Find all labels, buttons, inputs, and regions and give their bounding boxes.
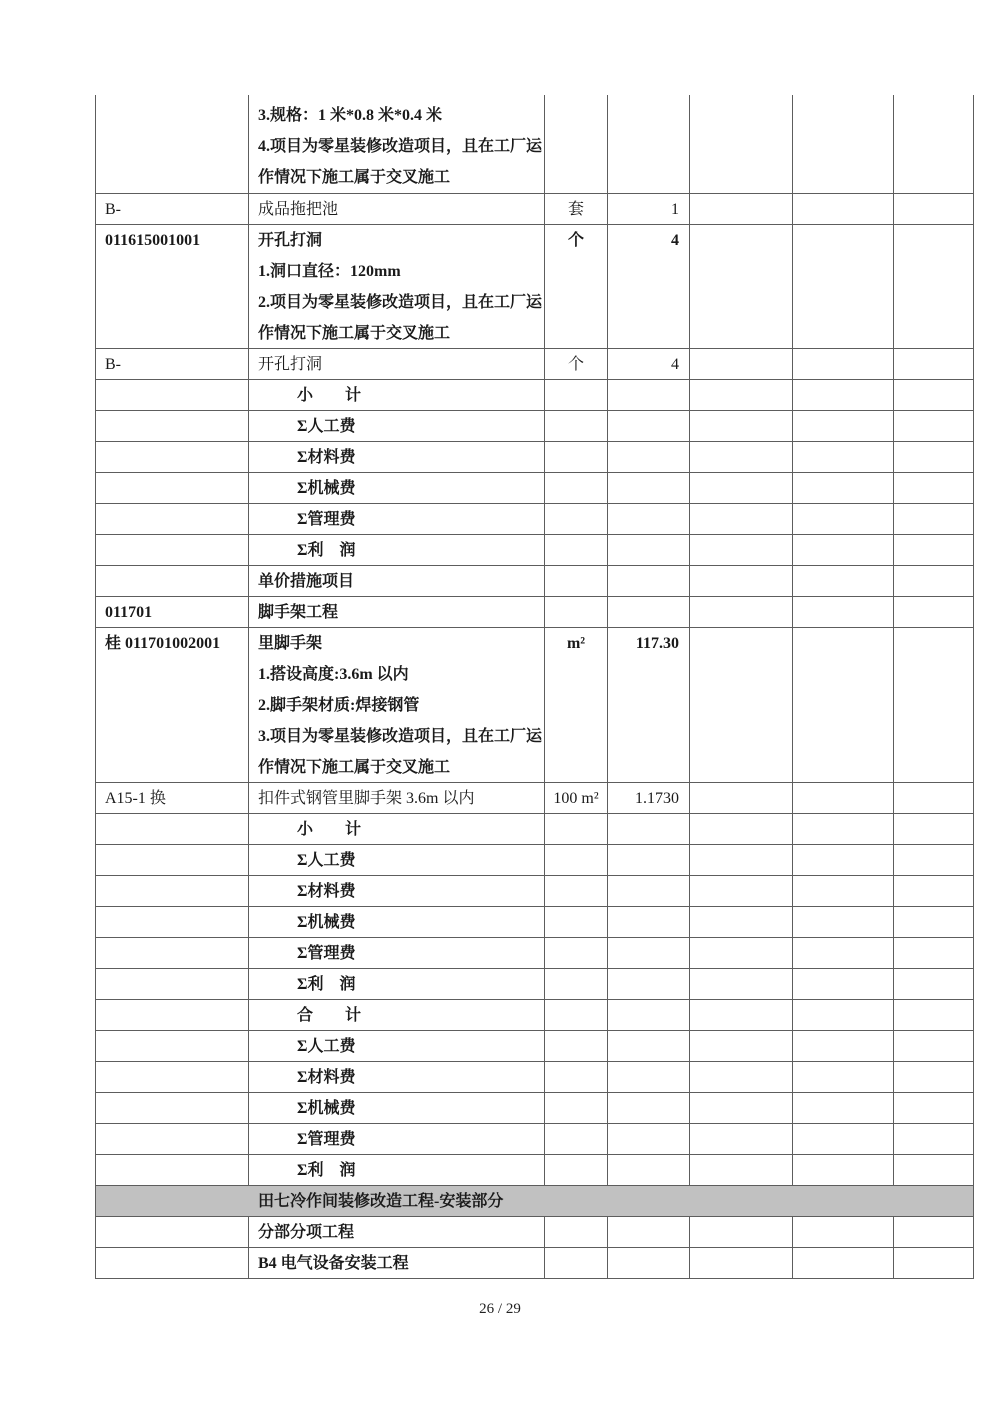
table-row xyxy=(95,442,974,473)
item-description-line: 作情况下施工属于交叉施工 xyxy=(258,325,451,342)
unit-cell: 个 xyxy=(545,349,608,379)
empty-cell-2 xyxy=(793,535,894,565)
quantity-cell xyxy=(608,442,690,472)
code-cell xyxy=(96,1248,249,1278)
unit-cell xyxy=(545,845,608,875)
empty-cell-3 xyxy=(894,845,974,875)
description-cell xyxy=(249,597,545,627)
code-cell xyxy=(96,907,249,937)
quantity-cell xyxy=(608,969,690,999)
unit-cell xyxy=(545,442,608,472)
description-cell xyxy=(249,783,545,813)
code-cell xyxy=(96,380,249,410)
empty-cell-3 xyxy=(894,442,974,472)
empty-cell-3 xyxy=(894,783,974,813)
empty-cell-3 xyxy=(894,380,974,410)
empty-cell-2 xyxy=(793,628,894,782)
empty-cell-3 xyxy=(894,349,974,379)
empty-cell-2 xyxy=(793,380,894,410)
description-cell xyxy=(249,1062,545,1092)
empty-cell-3 xyxy=(894,597,974,627)
empty-cell-3 xyxy=(894,938,974,968)
empty-cell-1 xyxy=(690,1000,793,1030)
item-name: Σ人工费 xyxy=(297,418,356,435)
unit-cell xyxy=(545,876,608,906)
empty-cell-1 xyxy=(690,380,793,410)
quantity-cell: 4 xyxy=(608,225,690,348)
empty-cell-1 xyxy=(690,225,793,348)
unit-cell xyxy=(545,814,608,844)
table-row xyxy=(95,535,974,566)
item-name: 分部分项工程 xyxy=(258,1224,355,1241)
item-name: Σ机械费 xyxy=(297,914,356,931)
quantity-cell xyxy=(608,876,690,906)
section-header-row xyxy=(95,1186,974,1217)
empty-cell-3 xyxy=(894,1155,974,1185)
table-row xyxy=(95,1248,974,1279)
empty-cell-2 xyxy=(793,1062,894,1092)
description-cell xyxy=(249,907,545,937)
table-row xyxy=(95,95,974,194)
empty-cell-2 xyxy=(793,1217,894,1247)
empty-cell-2 xyxy=(793,1124,894,1154)
empty-cell-1 xyxy=(690,783,793,813)
empty-cell-2 xyxy=(793,845,894,875)
empty-cell-1 xyxy=(690,938,793,968)
table-row xyxy=(95,938,974,969)
table-row xyxy=(95,504,974,535)
description-cell xyxy=(249,1217,545,1247)
item-description-line: 1.搭设高度:3.6m 以内 xyxy=(258,666,409,683)
empty-cell-1 xyxy=(690,1124,793,1154)
item-name: Σ材料费 xyxy=(297,449,356,466)
empty-cell-3 xyxy=(894,225,974,348)
empty-cell-1 xyxy=(690,95,793,193)
unit-cell: 100 m² xyxy=(545,783,608,813)
empty-cell-2 xyxy=(793,1000,894,1030)
item-description-line: 1.洞口直径：120mm xyxy=(258,263,401,280)
code-cell: 桂 011701002001 xyxy=(96,628,249,782)
item-name: 扣件式钢管里脚手架 3.6m 以内 xyxy=(258,790,475,807)
empty-cell-2 xyxy=(793,473,894,503)
cost-table xyxy=(95,95,974,1279)
empty-cell-1 xyxy=(690,845,793,875)
unit-cell xyxy=(545,1031,608,1061)
empty-cell-2 xyxy=(793,504,894,534)
unit-cell xyxy=(545,938,608,968)
description-cell xyxy=(249,1124,545,1154)
empty-cell-3 xyxy=(894,1093,974,1123)
description-cell xyxy=(249,938,545,968)
item-name: Σ机械费 xyxy=(297,480,356,497)
table-row xyxy=(95,845,974,876)
empty-cell-2 xyxy=(793,597,894,627)
quantity-cell xyxy=(608,845,690,875)
table-row xyxy=(95,1124,974,1155)
description-cell xyxy=(249,95,545,193)
item-name: Σ机械费 xyxy=(297,1100,356,1117)
empty-cell-3 xyxy=(894,95,974,193)
code-cell xyxy=(96,1093,249,1123)
empty-cell-3 xyxy=(894,1062,974,1092)
table-row xyxy=(95,380,974,411)
empty-cell-2 xyxy=(793,1031,894,1061)
item-name: Σ利 润 xyxy=(297,1162,356,1179)
empty-cell-1 xyxy=(690,1093,793,1123)
item-name: 脚手架工程 xyxy=(258,604,339,621)
unit-cell xyxy=(545,1124,608,1154)
item-name: Σ材料费 xyxy=(297,883,356,900)
description-cell xyxy=(249,969,545,999)
empty-cell-2 xyxy=(793,814,894,844)
item-name: 小 计 xyxy=(297,821,362,838)
quantity-cell xyxy=(608,380,690,410)
empty-cell-1 xyxy=(690,504,793,534)
table-row xyxy=(95,194,974,225)
table-row xyxy=(95,1155,974,1186)
empty-cell-3 xyxy=(894,473,974,503)
unit-cell xyxy=(545,566,608,596)
empty-cell-3 xyxy=(894,1217,974,1247)
empty-cell-2 xyxy=(793,566,894,596)
empty-cell-1 xyxy=(690,535,793,565)
empty-cell-1 xyxy=(690,907,793,937)
quantity-cell xyxy=(608,535,690,565)
empty-cell-1 xyxy=(690,411,793,441)
table-row xyxy=(95,814,974,845)
code-cell xyxy=(96,969,249,999)
table-row xyxy=(95,1093,974,1124)
empty-cell-1 xyxy=(690,1217,793,1247)
quantity-cell xyxy=(608,95,690,193)
quantity-cell xyxy=(608,1155,690,1185)
item-name: 小 计 xyxy=(297,387,362,404)
empty-cell-3 xyxy=(894,1124,974,1154)
item-name: Σ利 润 xyxy=(297,976,356,993)
unit-cell xyxy=(545,1155,608,1185)
item-name: B4 电气设备安装工程 xyxy=(258,1255,409,1272)
empty-cell-1 xyxy=(690,876,793,906)
code-cell xyxy=(96,411,249,441)
item-name: Σ管理费 xyxy=(297,511,356,528)
unit-cell xyxy=(545,95,608,193)
empty-cell-1 xyxy=(690,1248,793,1278)
empty-cell-3 xyxy=(894,969,974,999)
quantity-cell: 1.1730 xyxy=(608,783,690,813)
item-name: Σ管理费 xyxy=(297,945,356,962)
empty-cell-1 xyxy=(690,1031,793,1061)
empty-cell-1 xyxy=(690,1155,793,1185)
item-name: 单价措施项目 xyxy=(258,573,355,590)
quantity-cell xyxy=(608,597,690,627)
quantity-cell xyxy=(608,411,690,441)
item-name: Σ材料费 xyxy=(297,1069,356,1086)
empty-cell-1 xyxy=(690,442,793,472)
empty-cell-2 xyxy=(793,876,894,906)
quantity-cell: 117.30 xyxy=(608,628,690,782)
code-cell xyxy=(96,876,249,906)
description-cell xyxy=(249,473,545,503)
empty-cell-2 xyxy=(793,442,894,472)
item-name: Σ管理费 xyxy=(297,1131,356,1148)
item-description-line: 作情况下施工属于交叉施工 xyxy=(258,759,451,776)
empty-cell-1 xyxy=(690,628,793,782)
quantity-cell xyxy=(608,1217,690,1247)
code-cell xyxy=(96,1000,249,1030)
quantity-cell xyxy=(608,566,690,596)
table-row xyxy=(95,783,974,814)
item-name: 里脚手架 xyxy=(258,635,323,652)
empty-cell-2 xyxy=(793,1248,894,1278)
item-name: 开孔打洞 xyxy=(258,232,323,249)
table-row xyxy=(95,628,974,783)
empty-cell-3 xyxy=(894,194,974,224)
quantity-cell xyxy=(608,907,690,937)
empty-cell-1 xyxy=(690,194,793,224)
item-name: Σ利 润 xyxy=(297,542,356,559)
item-name: 开孔打洞 xyxy=(258,356,323,373)
empty-cell-2 xyxy=(793,938,894,968)
empty-cell-1 xyxy=(690,349,793,379)
code-cell xyxy=(96,1031,249,1061)
code-cell: B- xyxy=(96,349,249,379)
table-row xyxy=(95,1031,974,1062)
empty-cell-3 xyxy=(894,504,974,534)
unit-cell xyxy=(545,597,608,627)
unit-cell xyxy=(545,1248,608,1278)
empty-cell-2 xyxy=(793,225,894,348)
description-cell xyxy=(249,225,545,348)
quantity-cell xyxy=(608,938,690,968)
description-cell xyxy=(249,566,545,596)
description-cell xyxy=(249,1000,545,1030)
item-description-line: 2.项目为零星装修改造项目，且在工厂运 xyxy=(258,294,543,311)
code-cell xyxy=(96,1124,249,1154)
table-row xyxy=(95,1062,974,1093)
empty-cell-1 xyxy=(690,566,793,596)
empty-cell-2 xyxy=(793,969,894,999)
table-row xyxy=(95,349,974,380)
unit-cell xyxy=(545,535,608,565)
code-cell xyxy=(96,535,249,565)
table-row xyxy=(95,597,974,628)
description-cell xyxy=(249,1093,545,1123)
quantity-cell xyxy=(608,504,690,534)
table-row xyxy=(95,225,974,349)
table-row xyxy=(95,969,974,1000)
code-cell: 011701 xyxy=(96,597,249,627)
empty-cell-1 xyxy=(690,814,793,844)
unit-cell xyxy=(545,1093,608,1123)
item-description-line: 作情况下施工属于交叉施工 xyxy=(258,169,451,186)
unit-cell xyxy=(545,473,608,503)
description-cell xyxy=(249,1031,545,1061)
description-cell xyxy=(249,845,545,875)
empty-cell-2 xyxy=(793,411,894,441)
code-cell xyxy=(96,814,249,844)
table-row xyxy=(95,411,974,442)
quantity-cell xyxy=(608,1248,690,1278)
unit-cell xyxy=(545,907,608,937)
empty-cell-3 xyxy=(894,907,974,937)
quantity-cell: 4 xyxy=(608,349,690,379)
quantity-cell xyxy=(608,1000,690,1030)
code-cell xyxy=(96,504,249,534)
table-row xyxy=(95,907,974,938)
description-cell xyxy=(249,1248,545,1278)
description-cell xyxy=(249,380,545,410)
item-name: 合 计 xyxy=(297,1007,362,1024)
code-cell: A15-1 换 xyxy=(96,783,249,813)
quantity-cell xyxy=(608,1031,690,1061)
code-cell xyxy=(96,1062,249,1092)
empty-cell-1 xyxy=(690,969,793,999)
code-cell xyxy=(96,845,249,875)
unit-cell xyxy=(545,380,608,410)
table-row xyxy=(95,473,974,504)
empty-cell-2 xyxy=(793,1155,894,1185)
description-cell xyxy=(249,194,545,224)
item-name: 成品拖把池 xyxy=(258,201,339,218)
empty-cell-1 xyxy=(690,597,793,627)
page-number: 26 / 29 xyxy=(479,1301,521,1317)
empty-cell-2 xyxy=(793,95,894,193)
item-description-line: 3.项目为零星装修改造项目，且在工厂运 xyxy=(258,728,543,745)
code-cell xyxy=(96,566,249,596)
unit-cell xyxy=(545,1217,608,1247)
empty-cell-3 xyxy=(894,411,974,441)
code-cell: 011615001001 xyxy=(96,225,249,348)
quantity-cell xyxy=(608,814,690,844)
empty-cell-2 xyxy=(793,194,894,224)
description-cell xyxy=(249,504,545,534)
empty-cell-1 xyxy=(690,1062,793,1092)
code-cell xyxy=(96,1155,249,1185)
quantity-cell xyxy=(608,1062,690,1092)
description-cell xyxy=(249,535,545,565)
quantity-cell: 1 xyxy=(608,194,690,224)
code-cell xyxy=(96,938,249,968)
empty-cell-2 xyxy=(793,1093,894,1123)
item-description-line: 2.脚手架材质:焊接钢管 xyxy=(258,697,420,714)
empty-cell-3 xyxy=(894,876,974,906)
quantity-cell xyxy=(608,1093,690,1123)
item-description-line: 3.规格：1 米*0.8 米*0.4 米 xyxy=(258,107,443,124)
code-cell xyxy=(96,1217,249,1247)
description-cell xyxy=(249,442,545,472)
item-description-line: 4.项目为零星装修改造项目，且在工厂运 xyxy=(258,138,543,155)
description-cell xyxy=(249,411,545,441)
description-cell xyxy=(249,628,545,782)
table-row xyxy=(95,1217,974,1248)
empty-cell-3 xyxy=(894,1031,974,1061)
unit-cell: 个 xyxy=(545,225,608,348)
code-cell xyxy=(96,95,249,193)
empty-cell-3 xyxy=(894,535,974,565)
empty-cell-1 xyxy=(690,473,793,503)
unit-cell xyxy=(545,969,608,999)
empty-cell-3 xyxy=(894,566,974,596)
empty-cell-2 xyxy=(793,783,894,813)
code-cell: B- xyxy=(96,194,249,224)
description-cell xyxy=(249,349,545,379)
empty-cell-3 xyxy=(894,1000,974,1030)
table-row xyxy=(95,1000,974,1031)
table-row xyxy=(95,566,974,597)
description-cell xyxy=(249,814,545,844)
empty-cell-3 xyxy=(894,628,974,782)
code-cell xyxy=(96,473,249,503)
description-cell xyxy=(249,1155,545,1185)
unit-cell xyxy=(545,411,608,441)
table-row xyxy=(95,876,974,907)
empty-cell-2 xyxy=(793,349,894,379)
empty-cell-3 xyxy=(894,814,974,844)
unit-cell xyxy=(545,504,608,534)
item-name: Σ人工费 xyxy=(297,852,356,869)
unit-cell: m² xyxy=(545,628,608,782)
code-cell xyxy=(96,442,249,472)
quantity-cell xyxy=(608,473,690,503)
description-cell xyxy=(249,876,545,906)
section-title: 田七冷作间装修改造工程-安装部分 xyxy=(96,1186,974,1216)
unit-cell: 套 xyxy=(545,194,608,224)
unit-cell xyxy=(545,1062,608,1092)
unit-cell xyxy=(545,1000,608,1030)
empty-cell-2 xyxy=(793,907,894,937)
item-name: Σ人工费 xyxy=(297,1038,356,1055)
empty-cell-3 xyxy=(894,1248,974,1278)
quantity-cell xyxy=(608,1124,690,1154)
